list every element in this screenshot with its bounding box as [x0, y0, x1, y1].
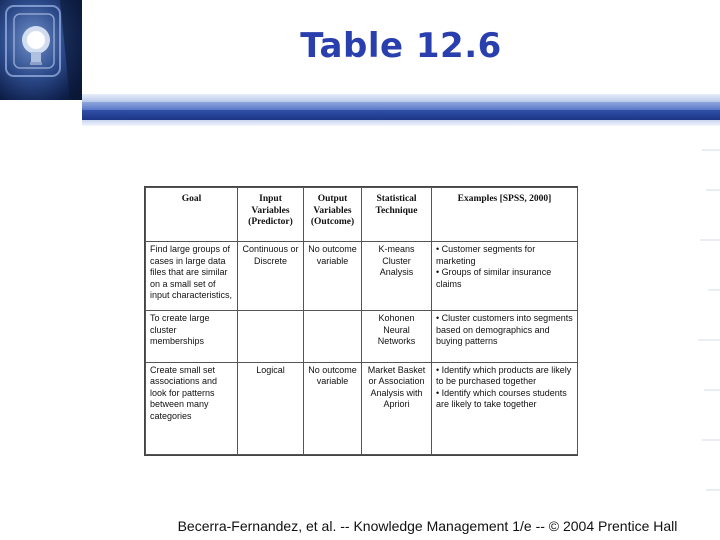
cell-output: No outcome variable — [304, 362, 362, 454]
column-header-input: Input Variables (Predictor) — [238, 188, 304, 242]
example-item: • Customer segments for marketing — [436, 244, 536, 266]
column-header-examples: Examples [SPSS, 2000] — [432, 188, 578, 242]
slide-title: Table 12.6 — [300, 26, 502, 66]
example-item: • Cluster customers into segments based on demographics and buying patterns — [436, 313, 573, 347]
cell-output — [304, 311, 362, 362]
cell-input: Logical — [238, 362, 304, 454]
cell-technique: Kohonen Neural Networks — [362, 311, 432, 362]
column-header-technique: Statistical Technique — [362, 188, 432, 242]
header-band-fade — [82, 120, 720, 126]
header-band-dark — [82, 110, 720, 120]
footer-citation: Becerra-Fernandez, et al. -- Knowledge Management 1/e -- © 2004 Prentice Hall — [177, 518, 678, 534]
right-edge-decoration — [692, 130, 720, 530]
cell-technique: K-means Cluster Analysis — [362, 242, 432, 311]
lightbulb-logo-icon — [0, 0, 82, 100]
header-band-mid — [82, 102, 720, 110]
technique-table — [144, 186, 578, 456]
example-item: • Groups of similar insurance claims — [436, 267, 552, 289]
table-row — [146, 242, 578, 311]
table-row — [146, 362, 578, 454]
slide-header — [0, 0, 720, 100]
cell-technique: Market Basket or Association Analysis with Apriori — [362, 362, 432, 454]
column-header-goal: Goal — [146, 188, 238, 242]
cell-input: Continuous or Discrete — [238, 242, 304, 311]
cell-input — [238, 311, 304, 362]
slide-footer — [0, 518, 720, 534]
column-header-output: Output Variables (Outcome) — [304, 188, 362, 242]
cell-goal: Find large groups of cases in large data files that are similar on a small set of input characteristics, — [146, 242, 238, 311]
header-band-light — [82, 94, 720, 102]
example-item: • Identify which products are likely to be purchased together — [436, 364, 572, 387]
cell-examples — [432, 311, 578, 362]
cell-goal: Create small set associations and look for patterns between many categories — [146, 362, 238, 454]
cell-output: No outcome variable — [304, 242, 362, 311]
cell-examples — [432, 362, 578, 454]
table-row — [146, 311, 578, 362]
example-item: • Identify which courses students are likely to take together — [436, 387, 567, 410]
cell-examples — [432, 242, 578, 311]
cell-goal: To create large cluster memberships — [146, 311, 238, 362]
